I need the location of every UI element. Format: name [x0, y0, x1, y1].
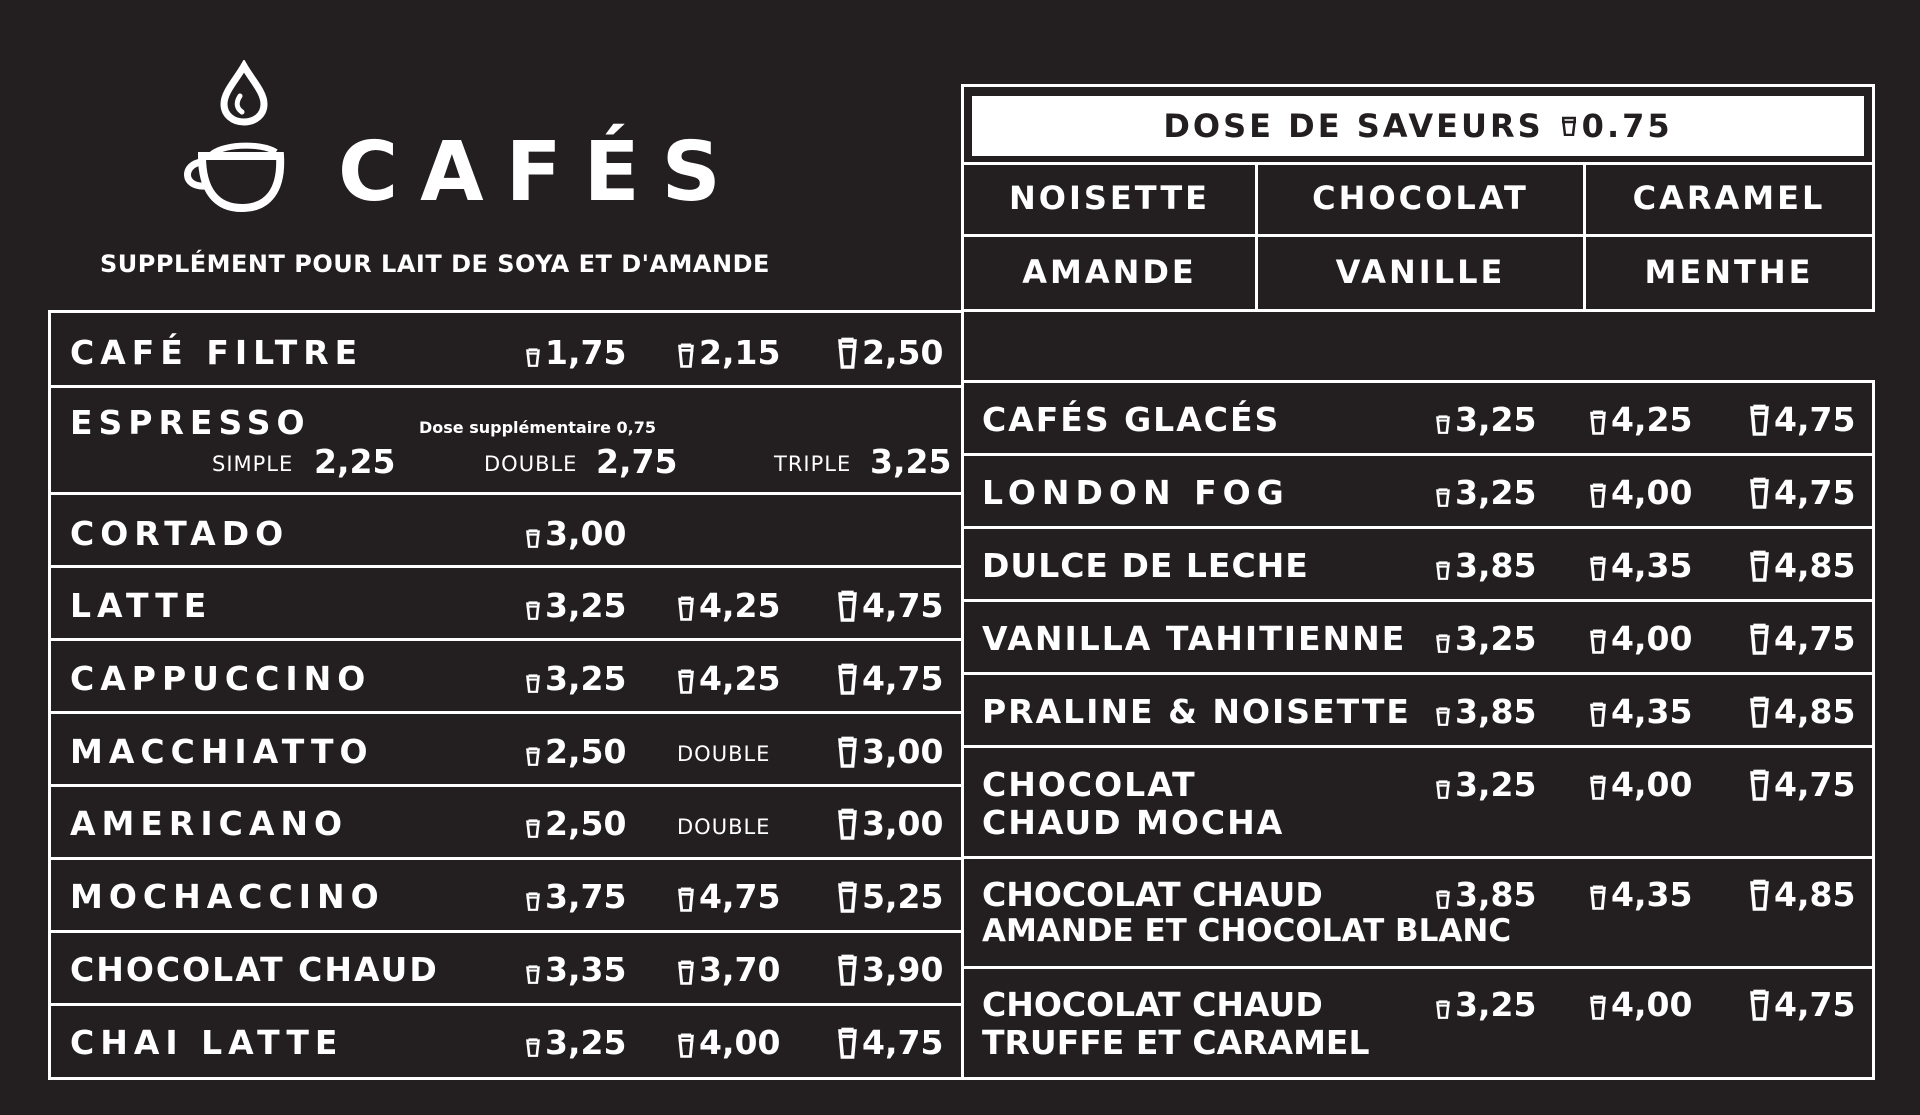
large-cup-icon	[1750, 623, 1769, 655]
row-divider	[961, 672, 1875, 675]
price-small: 3,00	[526, 517, 626, 550]
price-large: 4,75	[838, 1026, 943, 1059]
price-small: 3,75	[526, 880, 626, 913]
price-medium: 4,75	[678, 880, 780, 913]
small-cup-icon	[1436, 561, 1450, 580]
price-medium: 4,00	[1590, 988, 1692, 1021]
espresso-simple-price: 2,25	[314, 442, 396, 481]
item-cafes-glaces: CAFÉS GLACÉS	[982, 400, 1281, 439]
price-large: 4,75	[1750, 622, 1855, 655]
price-large: 4,75	[1750, 403, 1855, 436]
price-small: 3,25	[1436, 768, 1536, 801]
row-divider	[48, 857, 964, 860]
item-vanilla-tahitienne: VANILLA TAHITIENNE	[982, 619, 1407, 658]
price-small: 3,85	[1436, 878, 1536, 911]
espresso-triple-label: TRIPLE	[774, 452, 852, 476]
espresso-simple-label: SIMPLE	[212, 452, 294, 476]
price-medium: 4,00	[1590, 622, 1692, 655]
espresso-note: Dose supplémentaire 0,75	[419, 418, 657, 437]
price-medium: 4,35	[1590, 878, 1692, 911]
price-medium: 4,00	[1590, 768, 1692, 801]
large-cup-icon	[838, 663, 857, 695]
price-large: 5,25	[838, 880, 943, 913]
item-chai-latte: CHAI LATTE	[70, 1023, 344, 1062]
page-title: CAFÉS	[338, 125, 743, 220]
large-cup-icon	[1750, 769, 1769, 801]
price-small: 1,75	[526, 336, 626, 369]
price-large: 3,90	[838, 953, 943, 986]
price-medium: 4,00	[1590, 476, 1692, 509]
row-divider	[48, 784, 964, 787]
price-medium: 3,70	[678, 953, 780, 986]
price-medium: 2,15	[678, 336, 780, 369]
item-cappuccino: CAPPUCCINO	[70, 659, 372, 698]
price-large: 2,50	[838, 336, 943, 369]
price-large: 4,85	[1750, 549, 1855, 582]
item-chocolat-amande-line1: CHOCOLAT CHAUD	[982, 875, 1323, 914]
drop-icon	[224, 66, 264, 122]
large-cup-icon	[838, 808, 857, 840]
price-large: 4,75	[1750, 988, 1855, 1021]
row-divider	[48, 1003, 964, 1006]
large-cup-icon	[838, 337, 857, 369]
coffee-cup-icon	[180, 60, 290, 220]
price-large: 4,75	[838, 662, 943, 695]
price-medium: 4,25	[1590, 403, 1692, 436]
row-divider	[48, 385, 964, 388]
espresso-triple-price: 3,25	[870, 442, 952, 481]
item-chocolat-truffe-line2: TRUFFE ET CARAMEL	[982, 1023, 1370, 1062]
price-small: 3,25	[526, 1026, 626, 1059]
item-cafe-filtre: CAFÉ FILTRE	[70, 333, 364, 372]
large-cup-icon	[1750, 550, 1769, 582]
price-small: 3,25	[1436, 403, 1536, 436]
double-label: DOUBLE	[677, 742, 771, 766]
row-divider	[961, 453, 1875, 456]
flavor-vanille: VANILLE	[1335, 253, 1506, 291]
large-cup-icon	[1750, 404, 1769, 436]
large-cup-icon	[838, 736, 857, 768]
price-large: 4,75	[838, 589, 943, 622]
item-cortado: CORTADO	[70, 514, 290, 553]
item-americano: AMERICANO	[70, 804, 349, 843]
flavor-chocolat: CHOCOLAT	[1312, 179, 1529, 217]
small-cup-icon	[526, 819, 540, 838]
row-divider	[48, 492, 964, 495]
subtitle: SUPPLÉMENT POUR LAIT DE SOYA ET D'AMANDE	[100, 250, 770, 278]
price-small: 2,50	[526, 735, 626, 768]
row-divider	[961, 599, 1875, 602]
price-small: 3,85	[1436, 695, 1536, 728]
price-small: 3,25	[1436, 622, 1536, 655]
large-cup-icon	[838, 954, 857, 986]
flavor-caramel: CARAMEL	[1632, 179, 1826, 217]
small-cup-icon	[526, 1038, 540, 1057]
price-small: 2,50	[526, 807, 626, 840]
flavor-menthe: MENTHE	[1644, 253, 1814, 291]
small-cup-icon	[1436, 707, 1450, 726]
row-divider	[961, 745, 1875, 748]
price-large: 4,85	[1750, 878, 1855, 911]
price-large: 4,75	[1750, 768, 1855, 801]
small-cup-icon	[1562, 116, 1576, 136]
row-divider	[961, 856, 1875, 859]
flavors-header	[972, 96, 1864, 156]
row-divider	[48, 930, 964, 933]
small-cup-icon	[1436, 780, 1450, 799]
item-latte: LATTE	[70, 586, 213, 625]
medium-cup-icon	[678, 1033, 694, 1058]
item-chocolat-mocha-line1: CHOCOLAT	[982, 765, 1197, 804]
price-small: 3,85	[1436, 549, 1536, 582]
price-large: 4,85	[1750, 695, 1855, 728]
medium-cup-icon	[1590, 702, 1606, 727]
flavor-noisette: NOISETTE	[1008, 179, 1211, 217]
medium-cup-icon	[678, 669, 694, 694]
small-cup-icon	[1436, 634, 1450, 653]
price-large: 4,75	[1750, 476, 1855, 509]
large-cup-icon	[838, 590, 857, 622]
small-cup-icon	[526, 747, 540, 766]
medium-cup-icon	[1590, 885, 1606, 910]
price-medium: 4,25	[678, 662, 780, 695]
small-cup-icon	[1436, 890, 1450, 909]
small-cup-icon	[1436, 488, 1450, 507]
large-cup-icon	[1750, 989, 1769, 1021]
small-cup-icon	[1436, 1000, 1450, 1019]
item-chocolat-amande-line2: AMANDE ET CHOCOLAT BLANC	[982, 913, 1512, 949]
item-chocolat-mocha-line2: CHAUD MOCHA	[982, 803, 1285, 842]
row-divider	[48, 638, 964, 641]
price-medium: 4,35	[1590, 695, 1692, 728]
price-medium: 4,35	[1590, 549, 1692, 582]
item-espresso: ESPRESSO	[70, 403, 311, 442]
price-small: 3,25	[1436, 988, 1536, 1021]
espresso-double-price: 2,75	[596, 442, 678, 481]
price-large: 3,00	[838, 735, 943, 768]
large-cup-icon	[1750, 879, 1769, 911]
flavor-amande: AMANDE	[1022, 253, 1197, 291]
flavors-header-price: 0.75	[1581, 107, 1673, 145]
large-cup-icon	[838, 1027, 857, 1059]
price-small: 3,25	[526, 589, 626, 622]
large-cup-icon	[1750, 696, 1769, 728]
item-dulce-de-leche: DULCE DE LECHE	[982, 546, 1309, 585]
medium-cup-icon	[1590, 556, 1606, 581]
medium-cup-icon	[678, 960, 694, 985]
row-divider	[961, 526, 1875, 529]
price-small: 3,25	[526, 662, 626, 695]
price-large: 3,00	[838, 807, 943, 840]
flavors-header-label: DOSE DE SAVEURS	[1163, 107, 1544, 145]
small-cup-icon	[526, 674, 540, 693]
small-cup-icon	[526, 965, 540, 984]
medium-cup-icon	[1590, 775, 1606, 800]
item-chocolat-truffe-line1: CHOCOLAT CHAUD	[982, 985, 1323, 1024]
small-cup-icon	[526, 892, 540, 911]
item-praline-noisette: PRALINE & NOISETTE	[982, 692, 1411, 731]
small-cup-icon	[526, 529, 540, 548]
medium-cup-icon	[678, 887, 694, 912]
medium-cup-icon	[1590, 483, 1606, 508]
item-chocolat-chaud: CHOCOLAT CHAUD	[70, 950, 439, 989]
medium-cup-icon	[678, 596, 694, 621]
row-divider	[48, 711, 964, 714]
row-divider	[961, 966, 1875, 969]
row-divider	[48, 565, 964, 568]
double-label: DOUBLE	[677, 815, 771, 839]
medium-cup-icon	[1590, 995, 1606, 1020]
price-small: 3,25	[1436, 476, 1536, 509]
price-medium: 4,25	[678, 589, 780, 622]
small-cup-icon	[526, 601, 540, 620]
item-macchiatto: MACCHIATTO	[70, 732, 374, 771]
large-cup-icon	[838, 881, 857, 913]
item-london-fog: LONDON FOG	[982, 473, 1290, 512]
espresso-double-label: DOUBLE	[484, 452, 578, 476]
item-mochaccino: MOCHACCINO	[70, 877, 385, 916]
small-cup-icon	[1436, 415, 1450, 434]
large-cup-icon	[1750, 477, 1769, 509]
price-medium: 4,00	[678, 1026, 780, 1059]
medium-cup-icon	[1590, 410, 1606, 435]
medium-cup-icon	[678, 343, 694, 368]
small-cup-icon	[526, 348, 540, 367]
medium-cup-icon	[1590, 629, 1606, 654]
price-small: 3,35	[526, 953, 626, 986]
